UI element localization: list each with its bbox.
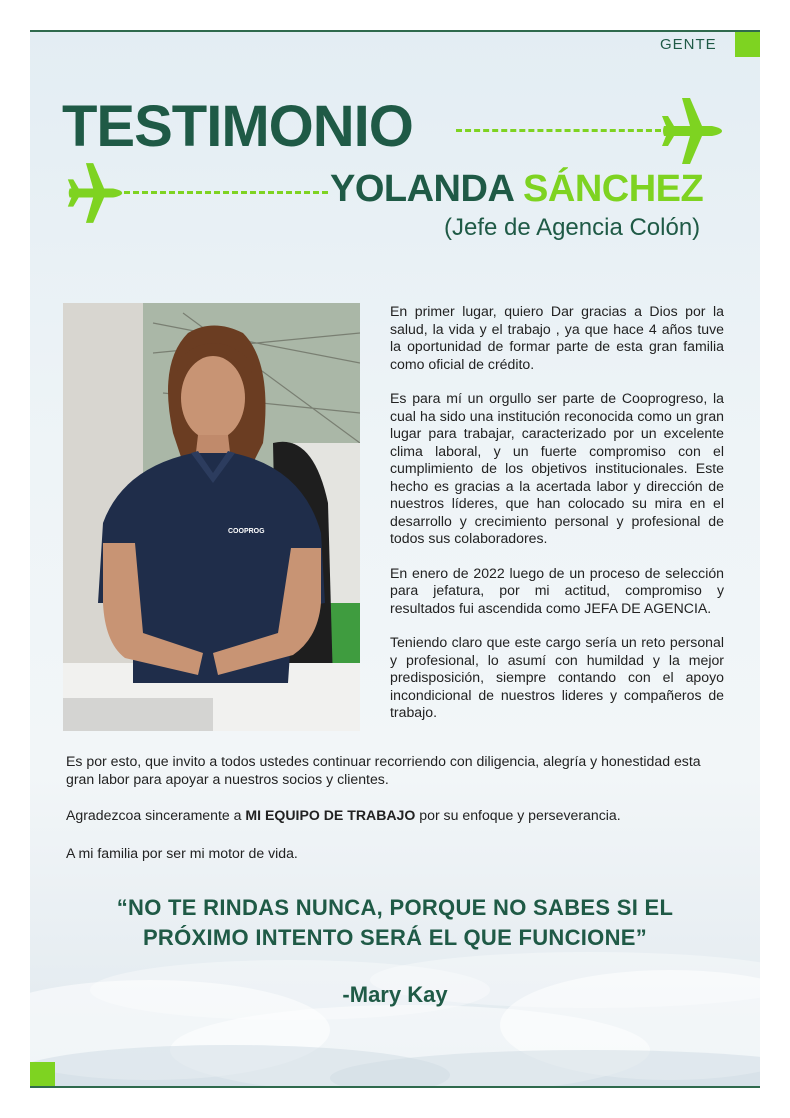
quote-line-2: PRÓXIMO INTENTO SERÁ EL QUE FUNCIONE” [142, 925, 648, 950]
paragraph-thanks [66, 806, 726, 824]
thanks-team: MI EQUIPO DE TRABAJO [245, 807, 416, 823]
corner-accent-top [735, 32, 760, 57]
paragraph-invite-block [66, 752, 726, 788]
dashed-line-bottom [124, 191, 328, 194]
section-label: GENTE [660, 36, 717, 53]
name-last: SÁNCHEZ [523, 168, 704, 210]
paragraph-intro: En primer lugar, quiero Dar gracias a Dios por la salud, la vida y el trabajo , ya que hace 4 años tuve la oportunidad de formar parte de esta gran familia como oficial de crédito. [390, 303, 724, 372]
top-rule [30, 30, 760, 32]
person-name [330, 170, 703, 208]
paragraph-family: A mi familia por ser mi motor de vida. [66, 845, 298, 861]
paragraph-invite: Es por esto, que invito a todos ustedes continuar recorriendo con diligencia, alegría y honestidad esta gran labor para apoyar a nuestros socios y clientes. [66, 753, 701, 787]
bottom-rule [30, 1086, 760, 1088]
name-first: YOLANDA [330, 168, 513, 210]
dashed-line-top [456, 129, 661, 132]
airplane-icon [66, 160, 124, 226]
thanks-text-end: por su enfoque y perseverancia. [415, 807, 621, 823]
corner-accent-bottom [30, 1062, 55, 1086]
svg-text:COOPROG: COOPROG [228, 528, 265, 535]
quote-line-1: “NO TE RINDAS NUNCA, PORQUE NO SABES SI EL [116, 895, 674, 920]
portrait-photo [63, 303, 360, 731]
paragraph-pride: Es para mí un orgullo ser parte de Cooprogreso, la cual ha sido una institución reconocida como un gran lugar para trabajar, caracterizado por un excelente clima laboral, y un fuerte compromiso con el cumplimiento de los objetivos institucionales. Este hecho es gracias a la acertada labor y dirección de nuestros líderes, que han colocado su mira en el desarrollo y crecimiento personal y profesional de todos sus colaboradores. [390, 390, 724, 546]
body-text-column [390, 303, 724, 739]
paragraph-family-block [66, 844, 726, 862]
paragraph-promotion: En enero de 2022 luego de un proceso de selección para jefatura, por mi actitud, compromiso y resultados fui ascendida como JEFA DE AGENCIA. [390, 564, 724, 616]
quote-author: -Mary Kay [342, 982, 448, 1007]
paragraph-challenge: Teniendo claro que este cargo sería un reto personal y profesional, lo asumí con humildad y la mejor predisposición, siempre contando con el apoyo incondicional de nuestros lideres y compañeros de trabajo. [390, 634, 724, 720]
person-role: (Jefe de Agencia Colón) [444, 214, 701, 241]
airplane-icon [660, 96, 724, 166]
page-title: TESTIMONIO [62, 94, 413, 159]
quote-block [60, 893, 730, 953]
thanks-text-start: Agradezcoa sinceramente a [66, 807, 246, 823]
